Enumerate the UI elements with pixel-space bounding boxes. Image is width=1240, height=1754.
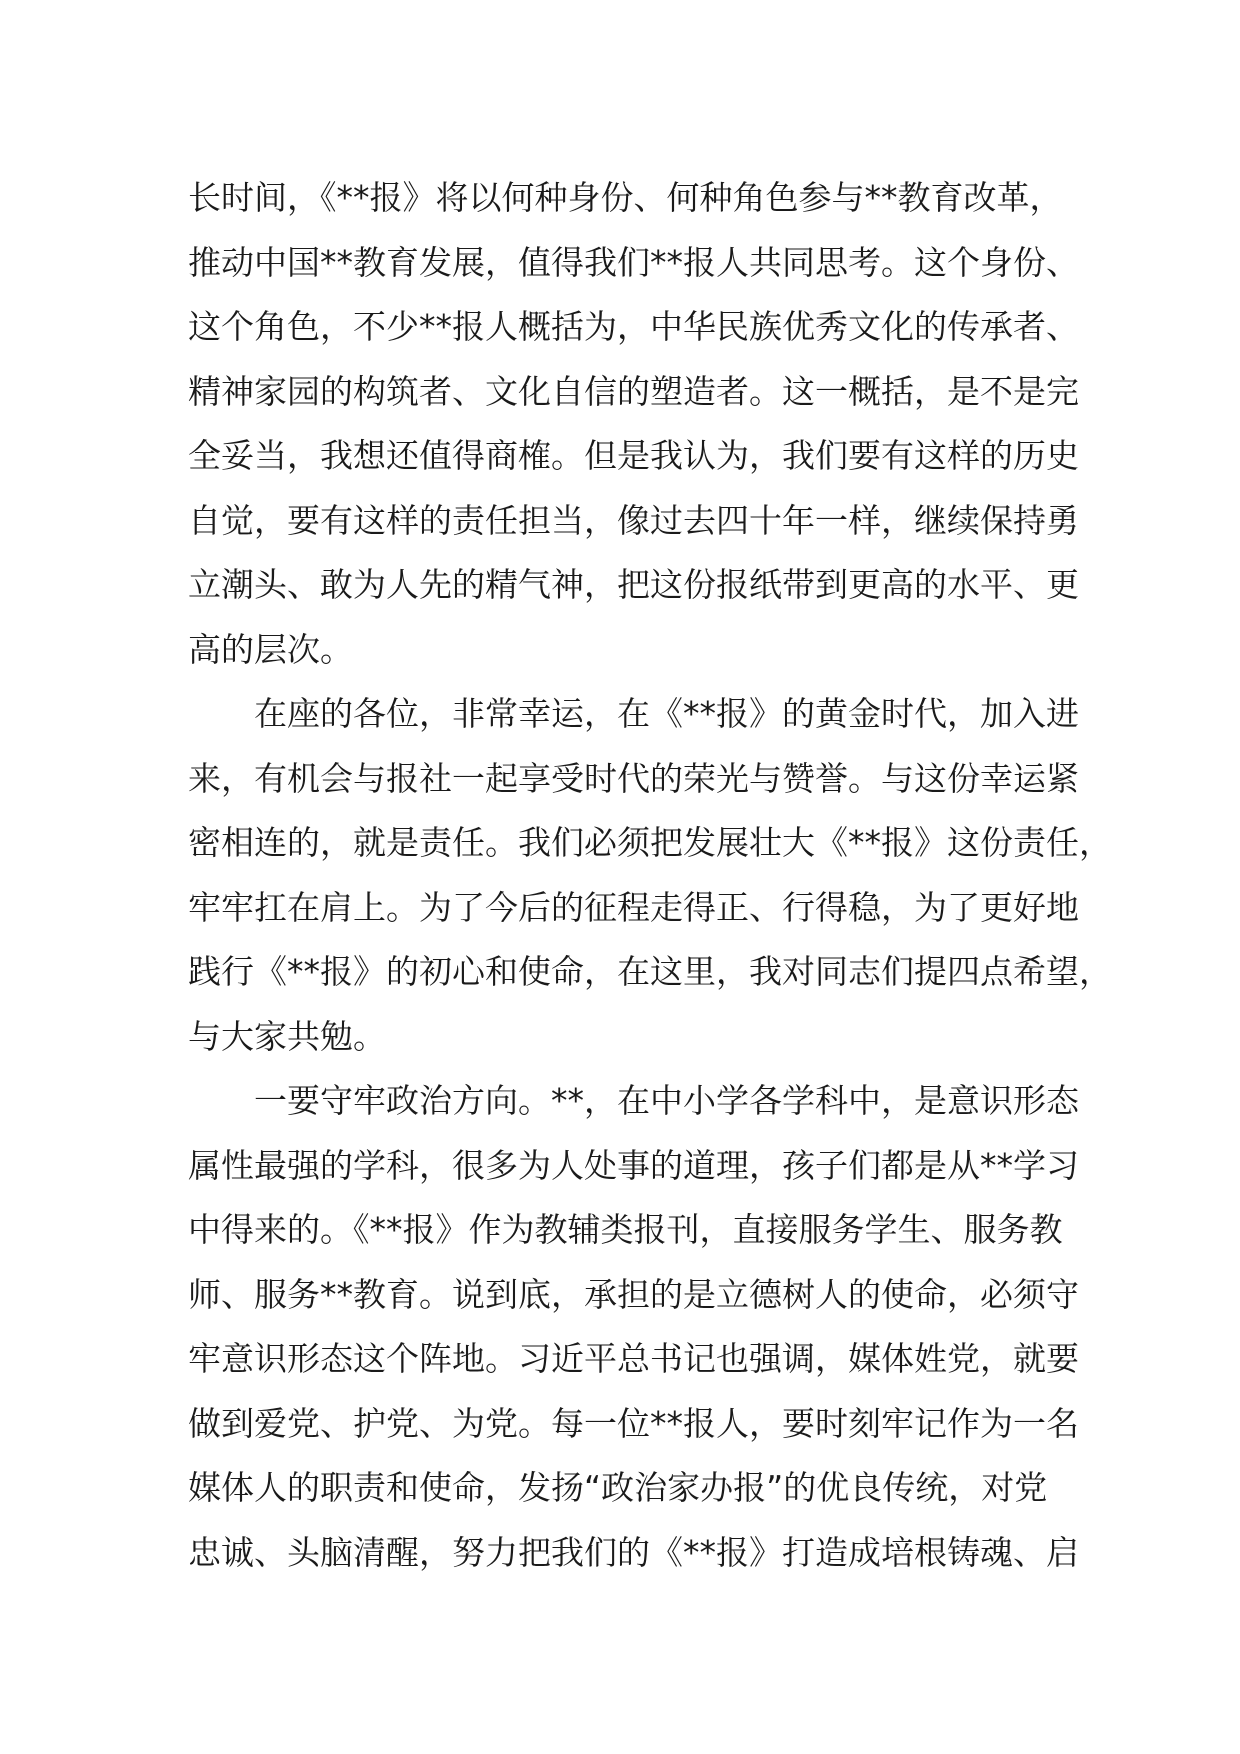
paragraph-1: [188, 166, 1088, 682]
paragraph-2: [188, 682, 1112, 1069]
text-line: 在座的各位，非常幸运，在《**报》的黄金时代，加入进: [254, 694, 1079, 733]
text-line: 长时间，《**报》将以何种身份、何种角色参与**教育改革，: [188, 178, 1063, 217]
text-line: 一要守牢政治方向。**，在中小学各学科中，是意识形态: [254, 1081, 1079, 1120]
text-line: 立潮头、敢为人先的精气神，把这份报纸带到更高的水平、更: [188, 565, 1079, 604]
text-line: 践行《**报》的初心和使命，在这里，我对同志们提四点希望，: [188, 952, 1112, 991]
text-line: 牢牢扛在肩上。为了今后的征程走得正、行得稳，为了更好地: [188, 887, 1079, 927]
text-line: 属性最强的学科，很多为人处事的道理，孩子们都是从**学习: [188, 1145, 1079, 1185]
text-line: 精神家园的构筑者、文化自信的塑造者。这一概括，是不是完: [188, 371, 1079, 411]
text-line: 全妥当，我想还值得商榷。但是我认为，我们要有这样的历史: [188, 436, 1079, 475]
text-line: 推动中国**教育发展，值得我们**报人共同思考。这个身份、: [188, 242, 1079, 282]
text-line: 自觉，要有这样的责任担当，像过去四十年一样，继续保持勇: [188, 500, 1079, 540]
text-line: 与大家共勉。: [188, 1016, 386, 1056]
text-line: 密相连的，就是责任。我们必须把发展壮大《**报》这份责任，: [188, 823, 1112, 862]
text-line: 忠诚、头脑清醒，努力把我们的《**报》打造成培根铸魂、启: [188, 1532, 1079, 1572]
text-line: 媒体人的职责和使命，发扬“政治家办报”的优良传统，对党: [188, 1468, 1048, 1507]
text-line: 师、服务**教育。说到底，承担的是立德树人的使命，必须守: [188, 1274, 1079, 1314]
paragraph-3: [188, 1069, 1088, 1585]
text-line: 高的层次。: [188, 629, 353, 669]
text-line: 这个角色，不少**报人概括为，中华民族优秀文化的传承者、: [188, 307, 1079, 346]
text-line: 做到爱党、护党、为党。每一位**报人，要时刻牢记作为一名: [188, 1403, 1079, 1443]
text-line: 来，有机会与报社一起享受时代的荣光与赞誉。与这份幸运紧: [188, 758, 1079, 798]
text-line: 中得来的。《**报》作为教辅类报刊，直接服务学生、服务教: [188, 1210, 1063, 1249]
text-line: 牢意识形态这个阵地。习近平总书记也强调，媒体姓党，就要: [188, 1339, 1079, 1378]
document-body: [188, 166, 1112, 1585]
